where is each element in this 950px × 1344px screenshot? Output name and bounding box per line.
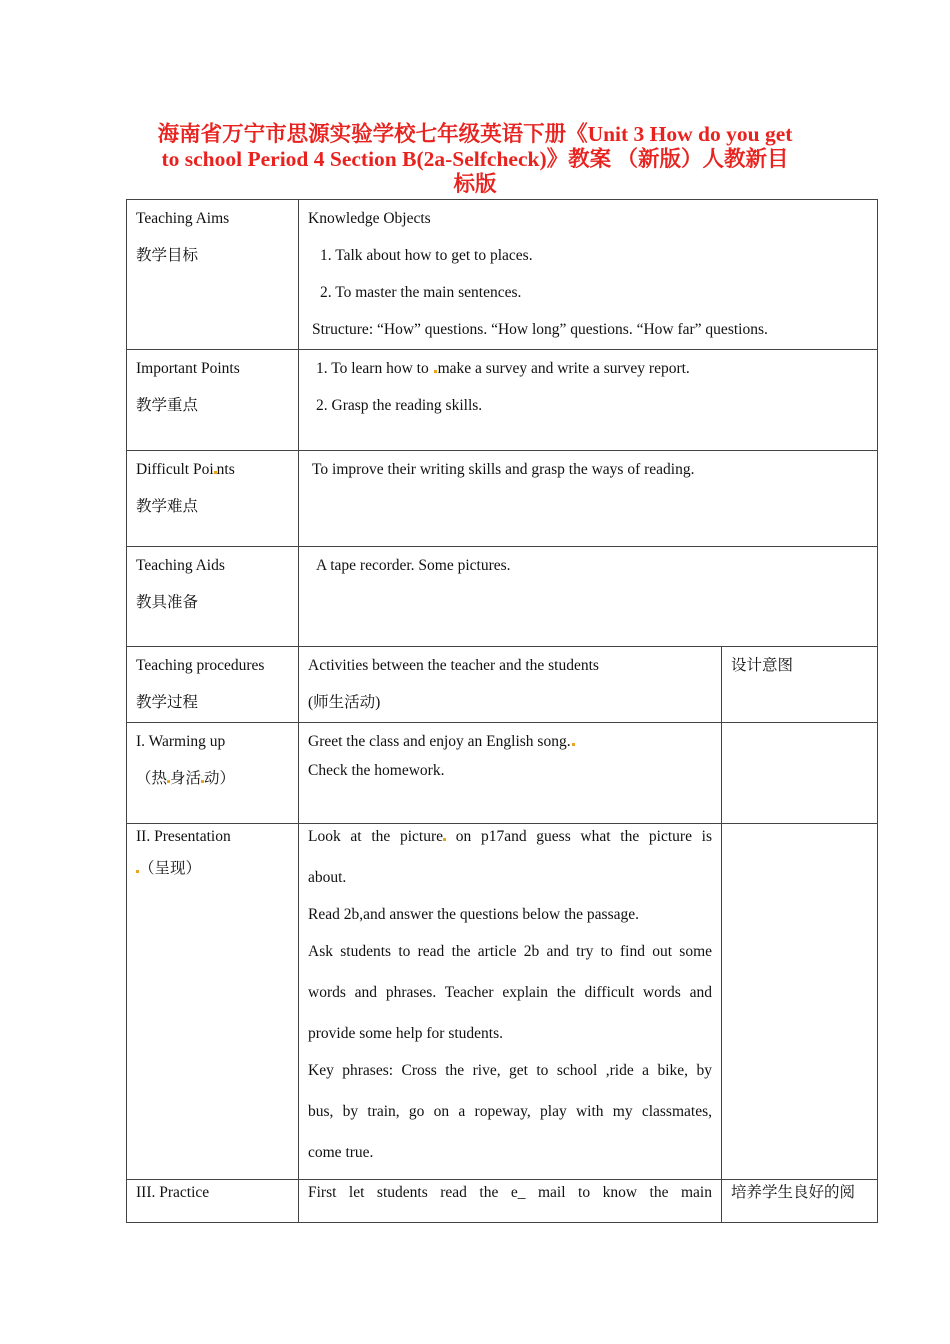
practice-design: 培养学生良好的阅 [731,1184,856,1201]
label-cell [127,547,299,647]
points-item-1-start: 1. To learn how to [316,360,433,377]
label-cell [127,647,299,723]
label-cell [127,200,299,350]
row-difficult-points [127,451,878,547]
highlight-mark [434,370,437,373]
row-teaching-aids [127,547,878,647]
points-item-1 [308,350,868,387]
row-warming-up [127,723,878,824]
warming-line-1-text: Greet the class and enjoy an English song. [308,733,571,750]
document-title [130,122,820,197]
aims-structure: Structure: “How” questions. “How long” questions. “How far” questions. [312,321,768,338]
title-line-1: 海南省万宁市思源实验学校七年级英语下册《Unit 3 How do you get [157,122,793,146]
label-cell [127,723,299,824]
activities-cell [299,824,722,1180]
design-header: 设计意图 [731,657,794,674]
label-en: Teaching procedures [136,657,265,674]
activities-cell [299,723,722,824]
row-teaching-aims [127,200,878,350]
activities-en: Activities between the teacher and the students [308,657,599,674]
pres-p2: Read 2b,and answer the questions below the passage. [308,906,640,923]
pres-p4-line-2: bus, by train, go on a ropeway, play with my classmates, [308,1103,712,1120]
title-line-3: 标版 [453,172,497,196]
label-en: Teaching Aids [136,557,225,574]
design-cell [722,723,878,824]
pres-p1-line-1 [308,828,712,846]
pres-p1-start: Look at the picture [308,828,444,845]
aims-heading: Knowledge Objects [308,210,431,227]
pres-p4-line-1: Key phrases: Cross the rive, get to school ,ride a bike, by [308,1062,712,1079]
label-en-start: Difficult Poi [136,461,214,478]
label-en: I. Warming up [136,733,226,750]
label-cn-part-3: 动） [204,770,236,787]
points-item-2: 2. Grasp the reading skills. [316,397,483,414]
design-cell [722,824,878,1180]
label-cn: 教具准备 [136,594,199,611]
content-cell [299,350,878,451]
label-cn [136,860,289,878]
label-cn-text: （呈现） [139,860,202,877]
label-cn-part-1: （热 [136,770,168,787]
activities-cn: (师生活动) [308,694,381,711]
practice-text: First let students read the e_ mail to know the main [308,1184,712,1201]
pres-p4-line-3: come true. [308,1144,374,1161]
row-important-points [127,350,878,451]
content-cell [299,200,878,350]
aims-item-2: 2. To master the main sentences. [320,284,522,301]
design-cell [722,1180,878,1223]
pres-p1-line-2: about. [308,869,347,886]
difficult-text: To improve their writing skills and grasp the ways of reading. [312,461,695,478]
label-cn: 教学过程 [136,694,199,711]
pres-p3-line-2: words and phrases. Teacher explain the difficult words and [308,984,712,1001]
row-teaching-procedures [127,647,878,723]
title-line-2: to school Period 4 Section B(2a-Selfcheck)》教案 （新版）人教新目 [161,147,789,171]
label-cn: 教学难点 [136,498,199,515]
design-header-cell [722,647,878,723]
points-item-1-end: make a survey and write a survey report. [437,360,690,377]
pres-p3-line-1: Ask students to read the article 2b and try to find out some [308,943,712,960]
activities-cell [299,1180,722,1223]
label-cn-part-2: 身活 [170,770,202,787]
pres-p3-line-3: provide some help for students. [308,1025,504,1042]
label-cell [127,824,299,1180]
aims-item-1: 1. Talk about how to get to places. [320,247,533,264]
row-practice [127,1180,878,1223]
label-en: II. Presentation [136,828,231,845]
row-presentation [127,824,878,1180]
warming-line-2: Check the homework. [308,762,445,779]
label-en [136,451,289,488]
label-en: Important Points [136,360,240,377]
label-en: III. Practice [136,1184,210,1201]
label-cn [136,760,289,797]
pres-p1-end: on p17and guess what the picture is [446,828,713,845]
highlight-mark [572,743,575,746]
activities-header-cell [299,647,722,723]
label-cell [127,1180,299,1223]
label-cn: 教学目标 [136,247,199,264]
content-cell [299,547,878,647]
label-en-end: nts [216,461,235,478]
content-cell [299,451,878,547]
aids-text: A tape recorder. Some pictures. [316,557,511,574]
label-cn: 教学重点 [136,397,199,414]
label-cell [127,350,299,451]
label-en: Teaching Aims [136,210,230,227]
label-cell [127,451,299,547]
lesson-plan-table [126,199,878,1223]
